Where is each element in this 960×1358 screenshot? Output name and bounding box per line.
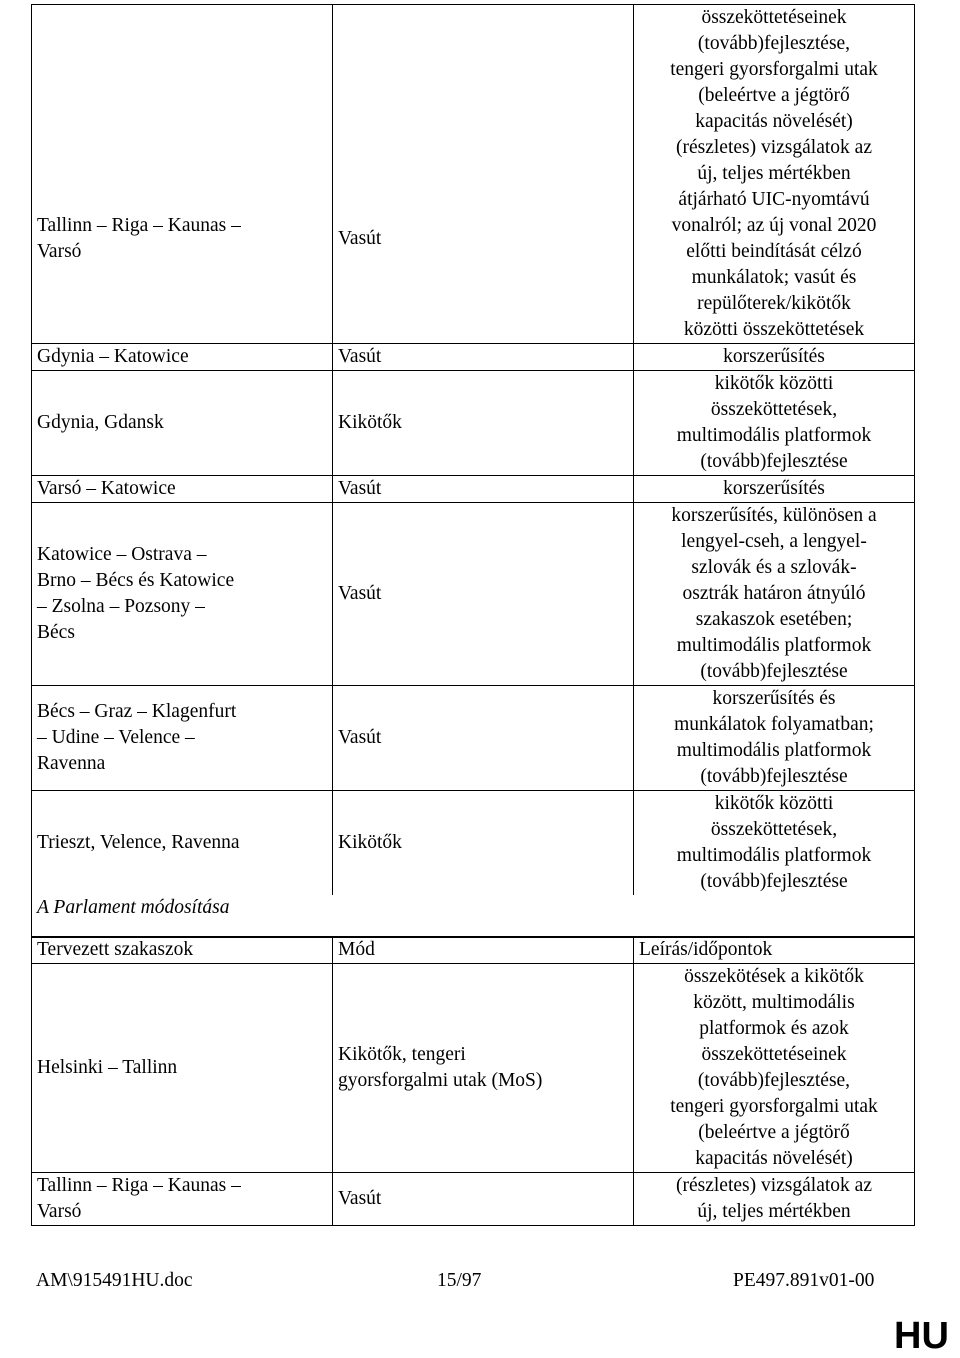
header-route: Tervezett szakaszok [32, 937, 333, 964]
route-cell: Tallinn – Riga – Kaunas – Varsó [32, 1173, 333, 1226]
amendment-label: A Parlament módosítása [32, 895, 915, 938]
mode-cell: Kikötők [333, 791, 634, 896]
header-row [32, 937, 915, 964]
description-cell: (részletes) vizsgálatok az új, teljes mértékben átjárható UIC-nyomtávú vonalról; az új vonal 2020 előtti beindítását célzó munkálatok; vasút és repülőterek/kikötők közötti összeköttetések [634, 135, 915, 344]
table-row [32, 135, 915, 344]
mode-cell: Kikötők, tengeri gyorsforgalmi utak (MoS) [333, 964, 634, 1173]
mode-cell: Vasút [333, 503, 634, 686]
description-cell: korszerűsítés [634, 344, 915, 371]
footer-page-number: 15/97 [437, 1270, 482, 1291]
mode-cell: Kikötők [333, 371, 634, 476]
projects-table-top [31, 4, 915, 938]
description-cell: összekötések a kikötők között, multimodális platformok és azok összeköttetéseinek (tovább)fejlesztése, tengeri gyorsforgalmi utak (beleértve a jégtörő kapacitás növelését) [634, 964, 915, 1173]
mode-cell: Vasút [333, 686, 634, 791]
mode-cell [333, 5, 634, 136]
route-cell [32, 5, 333, 136]
amendment-row [32, 895, 915, 938]
mode-cell: Vasút [333, 135, 634, 344]
route-cell: Katowice – Ostrava – Brno – Bécs és Katowice – Zsolna – Pozsony – Bécs [32, 503, 333, 686]
table-row [32, 476, 915, 503]
route-cell: Tallinn – Riga – Kaunas – Varsó [32, 135, 333, 344]
footer-doc-ref: AM\915491HU.doc [36, 1270, 193, 1291]
header-mode: Mód [333, 937, 634, 964]
description-cell: (részletes) vizsgálatok az új, teljes mértékben [634, 1173, 915, 1226]
description-cell: korszerűsítés [634, 476, 915, 503]
route-cell: Helsinki – Tallinn [32, 964, 333, 1173]
description-cell: összeköttetéseinek (tovább)fejlesztése, tengeri gyorsforgalmi utak (beleértve a jégtörő kapacitás növelését) [634, 5, 915, 136]
description-cell: kikötők közötti összeköttetések, multimodális platformok (tovább)fejlesztése [634, 791, 915, 896]
footer-pe-ref: PE497.891v01-00 [733, 1270, 875, 1291]
route-cell: Gdynia – Katowice [32, 344, 333, 371]
projects-table-bottom [31, 936, 915, 1226]
table-row [32, 371, 915, 476]
table-row [32, 1173, 915, 1226]
description-cell: kikötők közötti összeköttetések, multimodális platformok (tovább)fejlesztése [634, 371, 915, 476]
header-description: Leírás/időpontok [634, 937, 915, 964]
route-cell: Varsó – Katowice [32, 476, 333, 503]
route-cell: Gdynia, Gdansk [32, 371, 333, 476]
description-cell: korszerűsítés, különösen a lengyel-cseh, a lengyel- szlovák és a szlovák- osztrák határon átnyúló szakaszok esetében; multimodális platformok (tovább)fejlesztése [634, 503, 915, 686]
table-row [32, 791, 915, 896]
language-badge: HU [894, 1315, 949, 1357]
mode-cell: Vasút [333, 476, 634, 503]
description-cell: korszerűsítés és munkálatok folyamatban; multimodális platformok (tovább)fejlesztése [634, 686, 915, 791]
table-row [32, 686, 915, 791]
route-cell: Bécs – Graz – Klagenfurt – Udine – Velence – Ravenna [32, 686, 333, 791]
mode-cell: Vasút [333, 344, 634, 371]
route-cell: Trieszt, Velence, Ravenna [32, 791, 333, 896]
table-row [32, 503, 915, 686]
table-row [32, 964, 915, 1173]
mode-cell: Vasút [333, 1173, 634, 1226]
table-row [32, 5, 915, 136]
table-row [32, 344, 915, 371]
